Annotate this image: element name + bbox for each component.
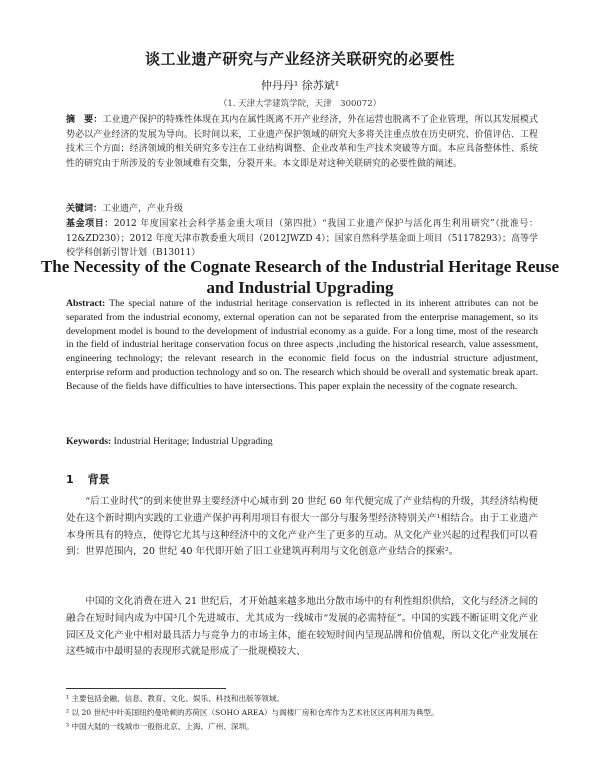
chinese-abstract-text: 工业遗产保护的特殊性体现在其内在属性既离不开产业经济，外在运营也脱离不了企业管理，所以其发展模式势必以产业经济的发展为导向。长时间以来，工业遗产保护领域的研究大多将关注重点放在历史研究、价值评估、工程技术三个方面；经济领域的相关研究多专注在工业结构调整、企业改革和生产技术突破等方面。本应具备整体性、系统性的研究由于所涉及的专业领域难有交集，分裂开来。本文即是对这种关联研究的必要性做的阐述。 xyxy=(66,115,538,169)
fund-text: 2012 年度国家社会科学基金重大项目（第四批）“我国工业遗产保护与活化再生利用研究”（批准号：12&ZD230）；2012 年度天津市教委重大项目（2012JWZD 4）；国家自然科学基金面上项目（51178293）；高等学校学科创新引智计划（B13011） xyxy=(66,219,539,259)
chinese-abstract-label: 摘 要： xyxy=(66,115,103,125)
footnote-divider xyxy=(66,688,226,689)
chinese-abstract xyxy=(66,113,538,171)
fund-info xyxy=(66,217,538,261)
body-paragraph-2: 中国的文化消费在进入 21 世纪后，才开始越来越多地出分散市场中的有利性组织供给，文化与经济之间的融合在短时间内成为中国³几个先进城市、尤其成为一线城市“发展的必需特征”。中国的实践不断证明文化产业园区及文化产业中相对最具活力与竞争力的市场主体，能在较短时间内呈现品牌和价值观，所以文化产业发展在这些城市中最明显的表现形式就是形成了一批规模较大、 xyxy=(66,596,538,658)
section-title: 背景 xyxy=(87,473,110,486)
chinese-keywords-text: 工业遗产，产业升级 xyxy=(102,204,184,214)
footnote-2: ² 以 20 世纪中叶美国纽约曼哈顿的苏荷区（SOHO AREA）与阁楼厂房和仓库作为艺术社区区再利用为典型。 xyxy=(66,708,439,717)
english-title: The Necessity of the Cognate Research of the Industrial Heritage Reuse and Industrial Upgrading xyxy=(40,257,560,297)
section-heading xyxy=(66,471,124,487)
english-keywords-text: Industrial Heritage; Industrial Upgrading xyxy=(113,436,273,447)
fund-label: 基金项目： xyxy=(66,219,114,229)
english-abstract-label: Abstract: xyxy=(66,298,106,309)
english-keywords xyxy=(66,436,538,447)
footnote-3: ³ 中国大陆的一线城市一般指北京、上海、广州、深圳。 xyxy=(66,722,254,731)
english-keywords-label: Keywords: xyxy=(66,436,112,447)
chinese-keywords xyxy=(66,202,538,217)
chinese-title: 谈工业遗产研究与产业经济关联研究的必要性 xyxy=(144,50,455,68)
chinese-keywords-label: 关键词： xyxy=(66,204,103,214)
body-paragraph-1: “后工业时代”的到来使世界主要经济中心城市到 20 世纪 60 年代便完成了产业结构的升级，其经济结构便处在这个新时期内实践的工业遗产保护再利用项目有很大一部分与服务型经济特别关产¹相结合。由于工业遗产本身所具有的特点，使得它尤其与这种经济中的文化产业产生了更多的互动。从文化产业兴起的过程我们可以看到：世界范围内，20 世纪 40 年代即开始了旧工业建筑再利用与文化创意产业结合的探索²。 xyxy=(66,496,538,558)
english-abstract xyxy=(66,297,538,394)
affiliation: （1. 天津大学建筑学院，天津 300072） xyxy=(218,99,382,109)
footnotes xyxy=(66,692,538,734)
english-abstract-text: The special nature of the industrial heritage conservation is reflected in its inherent attributes can not be separated from the industrial economy, external operation can not be separated from the enterprise management, so its development model is bound to the development of industrial economy as a guide. For a long time, most of the research in the field of industrial heritage conservation focus on three aspects ,including the historical research, value assessment, engineering technology; the relevant research in the economic field focus on the industrial structure adjustment, enterprise reform and production technology and so on. The research which should be overall and systematic break apart. Because of the fields have difficulties to have intersections. This paper explain the necessity of the cognate research. xyxy=(66,298,539,392)
section-number: 1 xyxy=(66,473,74,486)
footnote-1: ¹ 主要包括金融、信息、教育、文化、娱乐、科技和出版等领域。 xyxy=(66,694,285,703)
authors: 仲丹丹¹ 徐苏斌¹ xyxy=(260,79,340,92)
